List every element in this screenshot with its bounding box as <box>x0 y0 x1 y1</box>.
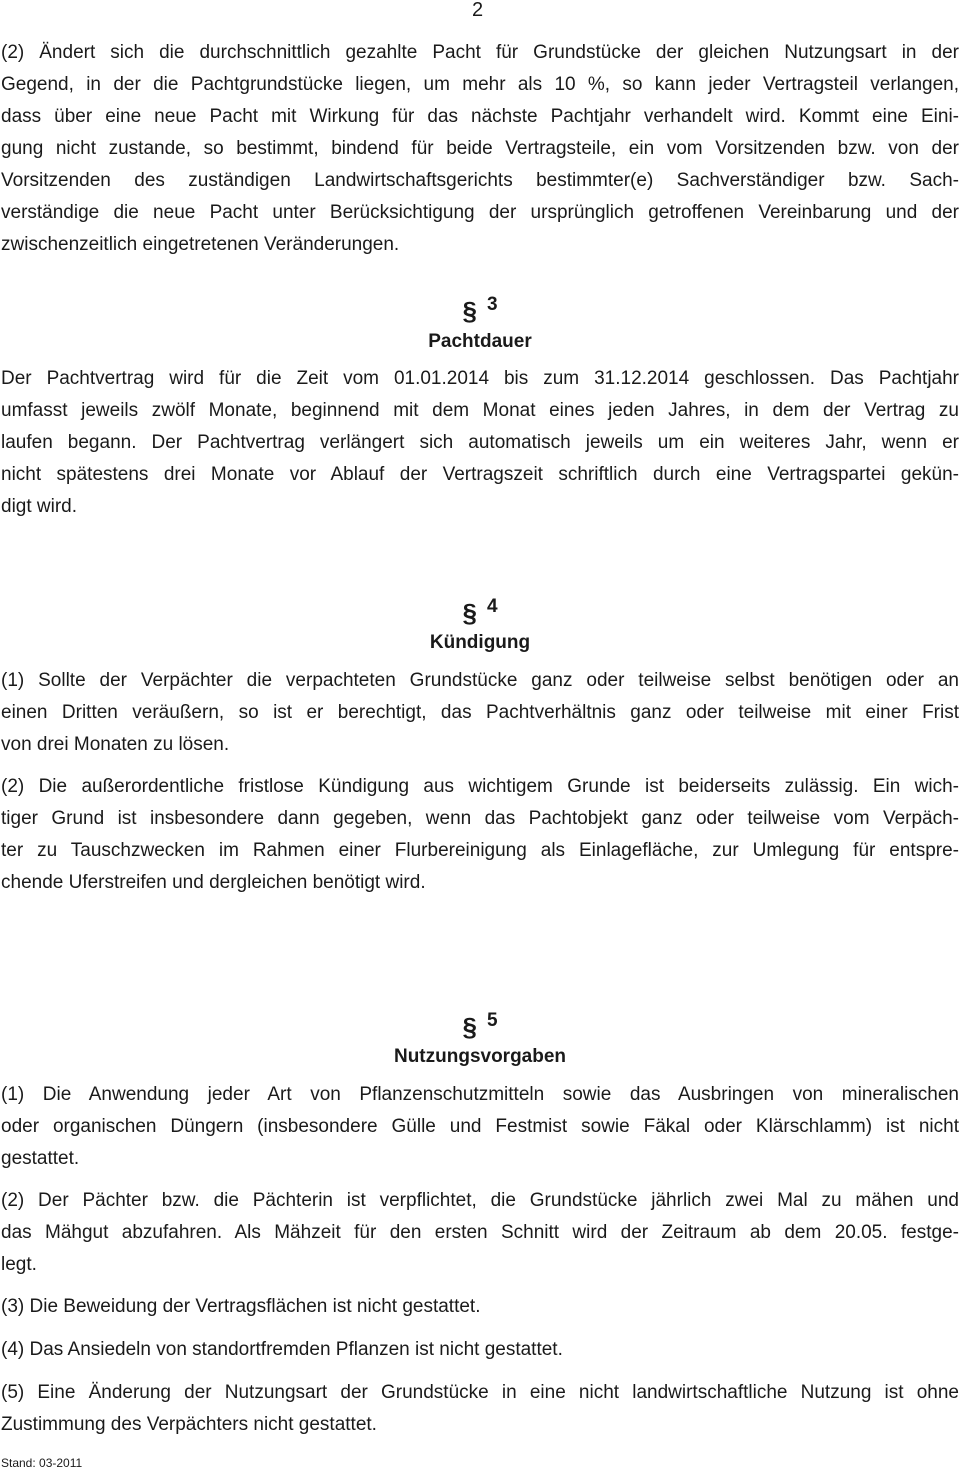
text-line: Vorsitzenden des zuständigen Landwirtschaftsgerichts bestimmter(e) Sachverständiger bzw. Sach- <box>1 170 959 191</box>
text-line: nicht spätestens drei Monate vor Ablauf der Vertragszeit schriftlich durch eine Vertragspartei gekün- <box>1 464 959 485</box>
paragraph-kuendigung-1 <box>1 665 959 761</box>
text-line: tiger Grund ist insbesondere dann gegeben, wenn das Pachtobjekt ganz oder teilweise vom Verpäch- <box>1 808 959 829</box>
page-number: 2 <box>472 0 484 21</box>
text-line: (3) Die Beweidung der Vertragsflächen ist nicht gestattet. <box>1 1296 481 1317</box>
text-line: Zustimmung des Verpächters nicht gestattet. <box>1 1414 377 1435</box>
text-line: verständige die neue Pacht unter Berücksichtigung der ursprünglich getroffenen Vereinbarung und der <box>1 202 959 223</box>
text-line: (2) Der Pächter bzw. die Pächterin ist verpflichtet, die Grundstücke jährlich zwei Mal zu mähen und <box>1 1190 959 1211</box>
text-line: gung nicht zustande, so bestimmt, bindend für beide Vertragsteile, ein vom Vorsitzenden bzw. von der <box>1 138 959 159</box>
paragraph-nutzung-2 <box>1 1185 959 1281</box>
paragraph-nutzung-5 <box>1 1377 959 1441</box>
section-number-4 <box>0 592 960 628</box>
section-symbol: § <box>462 1012 477 1042</box>
section-number: 3 <box>486 294 498 315</box>
text-line: (4) Das Ansiedeln von standortfremden Pflanzen ist nicht gestattet. <box>1 1339 563 1360</box>
text-line: dass über eine neue Pacht mit Wirkung für das nächste Pachtjahr verhandelt wird. Kommt eine Eini- <box>1 106 959 127</box>
footer-status: Stand: 03-2011 <box>1 1456 83 1470</box>
section-title-pachtdauer: Pachtdauer <box>428 331 532 352</box>
text-line: gestattet. <box>1 1148 80 1169</box>
paragraph-price-adjustment <box>1 37 959 261</box>
text-line: digt wird. <box>1 496 78 517</box>
text-line: laufen begann. Der Pachtvertrag verlängert sich automatisch jeweils um ein weiteres Jahr, wenn er <box>1 432 959 453</box>
section-title-kuendigung: Kündigung <box>429 632 531 653</box>
section-title-nutzungsvorgaben: Nutzungsvorgaben <box>393 1046 567 1067</box>
text-line: oder organischen Düngern (insbesondere Gülle und Festmist sowie Fäkal oder Klärschlamm) ist nicht <box>1 1116 959 1137</box>
text-line: von drei Monaten zu lösen. <box>1 734 230 755</box>
text-line: legt. <box>1 1254 37 1275</box>
text-line: (2) Die außerordentliche fristlose Kündigung aus wichtigem Grunde ist beiderseits zulässig. Ein wich- <box>1 776 959 797</box>
section-number: 4 <box>486 596 498 617</box>
text-line: (1) Die Anwendung jeder Art von Pflanzenschutzmitteln sowie das Ausbringen von mineralischen <box>1 1084 959 1105</box>
text-line: (1) Sollte der Verpächter die verpachteten Grundstücke ganz oder teilweise selbst benötigen oder an <box>1 670 959 691</box>
text-line: Der Pachtvertrag wird für die Zeit vom 01.01.2014 bis zum 31.12.2014 geschlossen. Das Pachtjahr <box>1 368 959 389</box>
text-line: Gegend, in der die Pachtgrundstücke liegen, um mehr als 10 %, so kann jeder Vertragsteil verlangen, <box>1 74 959 95</box>
paragraph-kuendigung-2 <box>1 771 959 899</box>
paragraph-nutzung-1 <box>1 1079 959 1175</box>
text-line: einen Dritten veräußern, so ist er berechtigt, das Pachtverhältnis ganz oder teilweise mit einer Frist <box>1 702 959 723</box>
section-number-5 <box>0 1006 960 1042</box>
paragraph-nutzung-3 <box>1 1291 959 1323</box>
text-line: (5) Eine Änderung der Nutzungsart der Grundstücke in eine nicht landwirtschaftliche Nutzung ist ohne <box>1 1382 959 1403</box>
text-line: zwischenzeitlich eingetretenen Veränderungen. <box>1 234 400 255</box>
section-symbol: § <box>462 296 477 326</box>
paragraph-nutzung-4 <box>1 1334 959 1366</box>
text-line: chende Uferstreifen und dergleichen benötigt wird. <box>1 872 426 893</box>
section-number: 5 <box>486 1010 498 1031</box>
section-number-3 <box>0 290 960 326</box>
text-line: ter zu Tauschzwecken im Rahmen einer Flurbereinigung als Einlagefläche, zur Umlegung für entspre- <box>1 840 959 861</box>
text-line: umfasst jeweils zwölf Monate, beginnend mit dem Monat eines jeden Jahres, in dem der Vertrag zu <box>1 400 959 421</box>
section-symbol: § <box>462 598 477 628</box>
text-line: (2) Ändert sich die durchschnittlich gezahlte Pacht für Grundstücke der gleichen Nutzungsart in der <box>1 42 959 63</box>
paragraph-pachtdauer <box>1 363 959 523</box>
text-line: das Mähgut abzufahren. Als Mähzeit für den ersten Schnitt wird der Zeitraum ab dem 20.05. festge- <box>1 1222 959 1243</box>
